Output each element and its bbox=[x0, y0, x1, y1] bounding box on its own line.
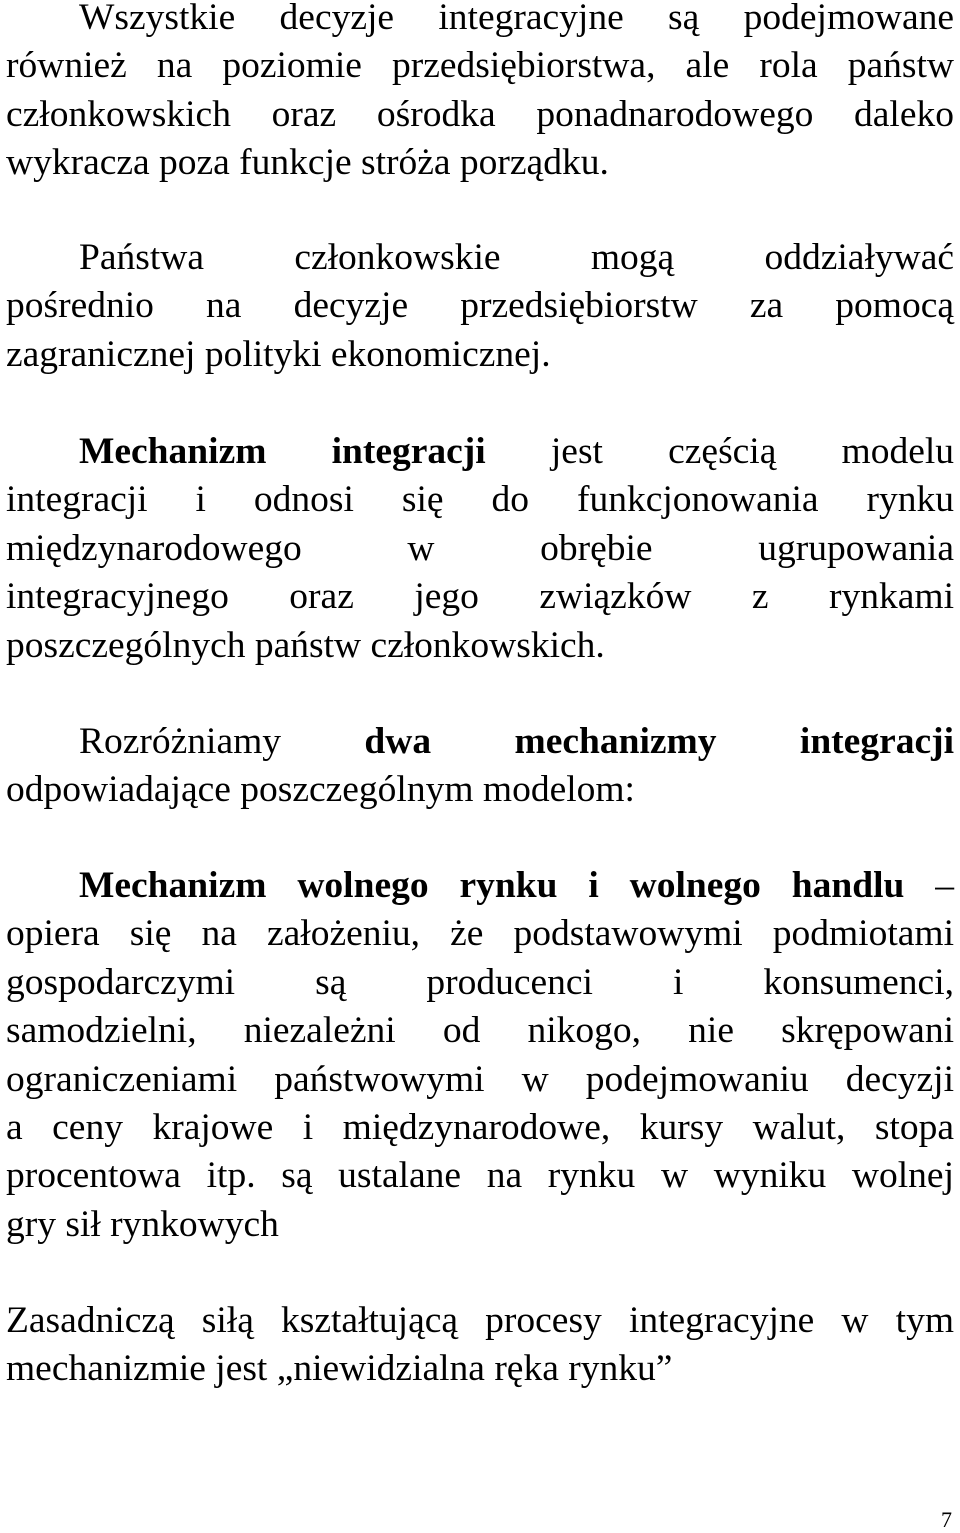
paragraph-6 bbox=[6, 1297, 954, 1394]
paragraph-4 bbox=[6, 718, 954, 815]
page-number: 7 bbox=[941, 1507, 952, 1532]
paragraph-line: Mechanizm integracji jest częścią modelu bbox=[79, 431, 955, 472]
paragraph-line: opiera się na założeniu, że podstawowymi podmiotami bbox=[6, 913, 954, 955]
paragraph-line: procentowa itp. są ustalane na rynku w wyniku wolnej bbox=[6, 1155, 954, 1197]
paragraph-line: Wszystkie decyzje integracyjne są podejmowane bbox=[79, 0, 954, 38]
paragraph-line: poszczególnych państw członkowskich. bbox=[6, 624, 605, 666]
paragraph-line: samodzielni, niezależni od nikogo, nie skrępowani bbox=[6, 1010, 954, 1052]
paragraph-line: integracyjnego oraz jego związków z rynkami bbox=[6, 576, 954, 618]
paragraph-1 bbox=[6, 0, 954, 188]
paragraph-line: Zasadniczą siłą kształtującą procesy integracyjne w tym bbox=[6, 1300, 954, 1341]
paragraph-line: międzynarodowego w obrębie ugrupowania bbox=[6, 527, 954, 569]
paragraph-line: integracji i odnosi się do funkcjonowania rynku bbox=[6, 479, 954, 521]
paragraph-line: Mechanizm wolnego rynku i wolnego handlu – bbox=[79, 865, 954, 906]
paragraph-line: ograniczeniami państwowymi w podejmowaniu decyzji bbox=[6, 1058, 954, 1100]
paragraph-line: gospodarczymi są producenci i konsumenci, bbox=[6, 961, 954, 1003]
paragraph-line: również na poziomie przedsiębiorstwa, ale rola państw bbox=[6, 45, 954, 87]
paragraph-line: a ceny krajowe i międzynarodowe, kursy walut, stopa bbox=[6, 1107, 954, 1149]
paragraph-5 bbox=[6, 862, 954, 1249]
paragraph-line: wykracza poza funkcje stróża porządku. bbox=[6, 142, 609, 184]
paragraph-3 bbox=[6, 428, 954, 670]
paragraph-line: mechanizmie jest „niewidzialna ręka rynku” bbox=[6, 1348, 673, 1390]
paragraph-line: członkowskich oraz ośrodka ponadnarodowego daleko bbox=[6, 93, 954, 135]
paragraph-line: gry sił rynkowych bbox=[6, 1203, 279, 1245]
term-mechanizm-integracji: Mechanizm integracji bbox=[79, 431, 486, 472]
term-mechanizm-wolnego-rynku: Mechanizm wolnego rynku i wolnego handlu bbox=[79, 865, 905, 906]
paragraph-line: Rozróżniamy dwa mechanizmy integracji bbox=[79, 721, 955, 762]
paragraph-line: Państwa członkowskie mogą oddziaływać bbox=[79, 237, 954, 278]
paragraph-2 bbox=[6, 234, 954, 379]
term-dwa-mechanizmy: dwa mechanizmy integracji bbox=[364, 721, 955, 762]
paragraph-line: odpowiadające poszczególnym modelom: bbox=[6, 769, 635, 811]
paragraph-line: zagranicznej polityki ekonomicznej. bbox=[6, 333, 551, 375]
paragraph-line: pośrednio na decyzje przedsiębiorstw za pomocą bbox=[6, 285, 954, 327]
